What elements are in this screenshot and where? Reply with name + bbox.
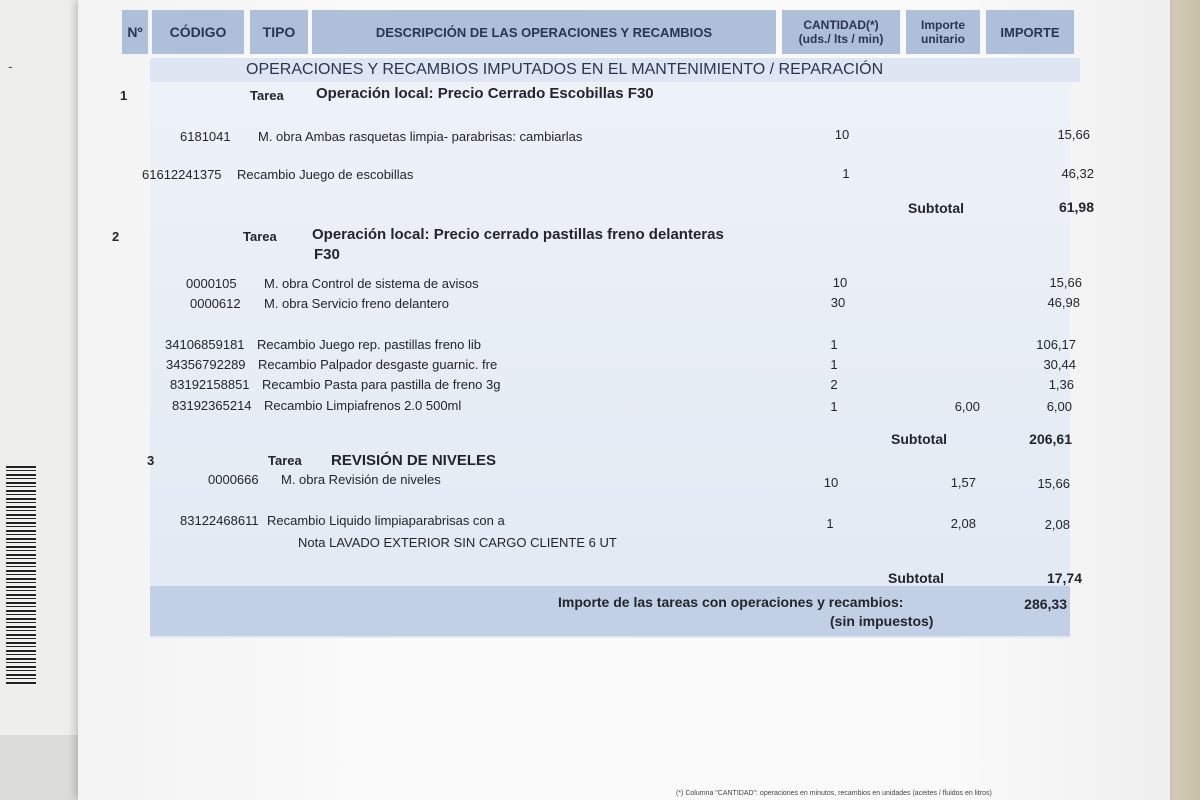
line-quantity: 2: [830, 377, 838, 392]
section-title: OPERACIONES Y RECAMBIOS IMPUTADOS EN EL MANTENIMIENTO / REPARACIÓN: [246, 61, 884, 78]
footnote: (*) Columna "CANTIDAD": operaciones en minutos, recambios en unidades (aceites / fluidos en litros): [676, 790, 992, 797]
task-3-number: 3: [147, 453, 155, 468]
line-quantity: 30: [830, 295, 846, 310]
line-amount: 30,44: [1043, 357, 1076, 372]
header-quantity-line2: (uds./ lts / min): [798, 32, 884, 46]
line-code: 83192158851: [170, 377, 250, 392]
line-amount: 2,08: [1044, 517, 1070, 532]
total-label-tax: (sin impuestos): [830, 613, 934, 629]
task-3-title: REVISIÓN DE NIVELES: [331, 452, 497, 469]
line-quantity: 1: [830, 337, 838, 352]
task-1-label: Tarea: [250, 88, 284, 103]
line-code: 0000612: [190, 296, 241, 311]
line-quantity: 10: [834, 127, 850, 142]
header-quantity: [782, 10, 900, 54]
header-type: TIPO: [250, 10, 308, 54]
line-code: 0000666: [208, 472, 259, 487]
line-amount: 15,66: [1037, 476, 1070, 491]
line-code: 6181041: [180, 129, 231, 144]
line-amount: 15,66: [1049, 275, 1082, 290]
header-unit-line2: unitario: [921, 32, 965, 46]
task-2-title: Operación local: Precio cerrado pastillas freno delanteras: [312, 226, 724, 243]
line-quantity: 10: [823, 475, 839, 490]
line-amount: 106,17: [1036, 337, 1076, 352]
line-code: 34356792289: [166, 357, 246, 372]
line-description: Recambio Limpiafrenos 2.0 500ml: [264, 398, 462, 413]
task-1-subtotal: 61,98: [1058, 199, 1094, 215]
line-description: M. obra Servicio freno delantero: [264, 296, 449, 311]
line-description: M. obra Revisión de niveles: [281, 472, 441, 487]
task-1-title: Operación local: Precio Cerrado Escobillas F30: [316, 85, 654, 102]
line-description: Recambio Juego rep. pastillas freno lib: [257, 337, 482, 352]
paper-mark: -: [8, 58, 13, 74]
subtotal-label: Subtotal: [888, 570, 944, 586]
header-quantity-line1: CANTIDAD(*): [803, 18, 879, 32]
line-description: Recambio Liquido limpiaparabrisas con a: [267, 513, 505, 528]
line-amount: 15,66: [1057, 127, 1090, 142]
line-quantity: 1: [842, 166, 850, 181]
header-unit-price: [906, 10, 980, 54]
subtotal-label: Subtotal: [891, 431, 947, 447]
subtotal-label: Subtotal: [908, 200, 964, 216]
line-amount: 6,00: [1046, 399, 1072, 414]
total-amount: 286,33: [1024, 596, 1067, 612]
barcode: [6, 466, 36, 686]
line-code: 83192365214: [172, 398, 252, 413]
line-amount: 46,32: [1061, 166, 1094, 181]
line-description: Recambio Pasta para pastilla de freno 3g: [262, 377, 501, 392]
line-code: 83122468611: [180, 513, 259, 528]
line-unit-price: 2,08: [950, 516, 976, 531]
task-2-subtotal: 206,61: [1029, 431, 1072, 447]
line-quantity: 1: [826, 516, 834, 531]
header-num: Nº: [122, 10, 148, 54]
task-3-note: Nota LAVADO EXTERIOR SIN CARGO CLIENTE 6 UT: [298, 535, 617, 550]
line-unit-price: 6,00: [954, 399, 980, 414]
header-unit-line1: Importe: [920, 18, 965, 32]
line-description: Recambio Palpador desgaste guarnic. fre: [258, 357, 498, 372]
total-label: Importe de las tareas con operaciones y recambios:: [558, 594, 904, 610]
line-amount: 46,98: [1047, 295, 1080, 310]
task-2-title-cont: F30: [314, 246, 340, 263]
line-code: 34106859181: [165, 337, 245, 352]
header-description: DESCRIPCIÓN DE LAS OPERACIONES Y RECAMBIOS: [312, 10, 776, 54]
header-amount: IMPORTE: [986, 10, 1074, 54]
line-description: M. obra Control de sistema de avisos: [264, 276, 479, 291]
line-code: 61612241375: [142, 167, 222, 182]
line-unit-price: 1,57: [950, 475, 976, 490]
task-1-number: 1: [120, 88, 128, 103]
task-3-subtotal: 17,74: [1046, 570, 1082, 586]
line-code: 0000105: [186, 276, 237, 291]
line-amount: 1,36: [1048, 377, 1074, 392]
line-description: M. obra Ambas rasquetas limpia- parabrisas: cambiarlas: [258, 129, 583, 144]
task-2-label: Tarea: [243, 229, 277, 244]
line-quantity: 1: [830, 357, 838, 372]
line-quantity: 1: [830, 399, 838, 414]
task-3-label: Tarea: [268, 453, 302, 468]
task-2-number: 2: [112, 229, 120, 244]
line-quantity: 10: [832, 275, 848, 290]
header-code: CÓDIGO: [152, 10, 244, 54]
line-description: Recambio Juego de escobillas: [237, 167, 414, 182]
